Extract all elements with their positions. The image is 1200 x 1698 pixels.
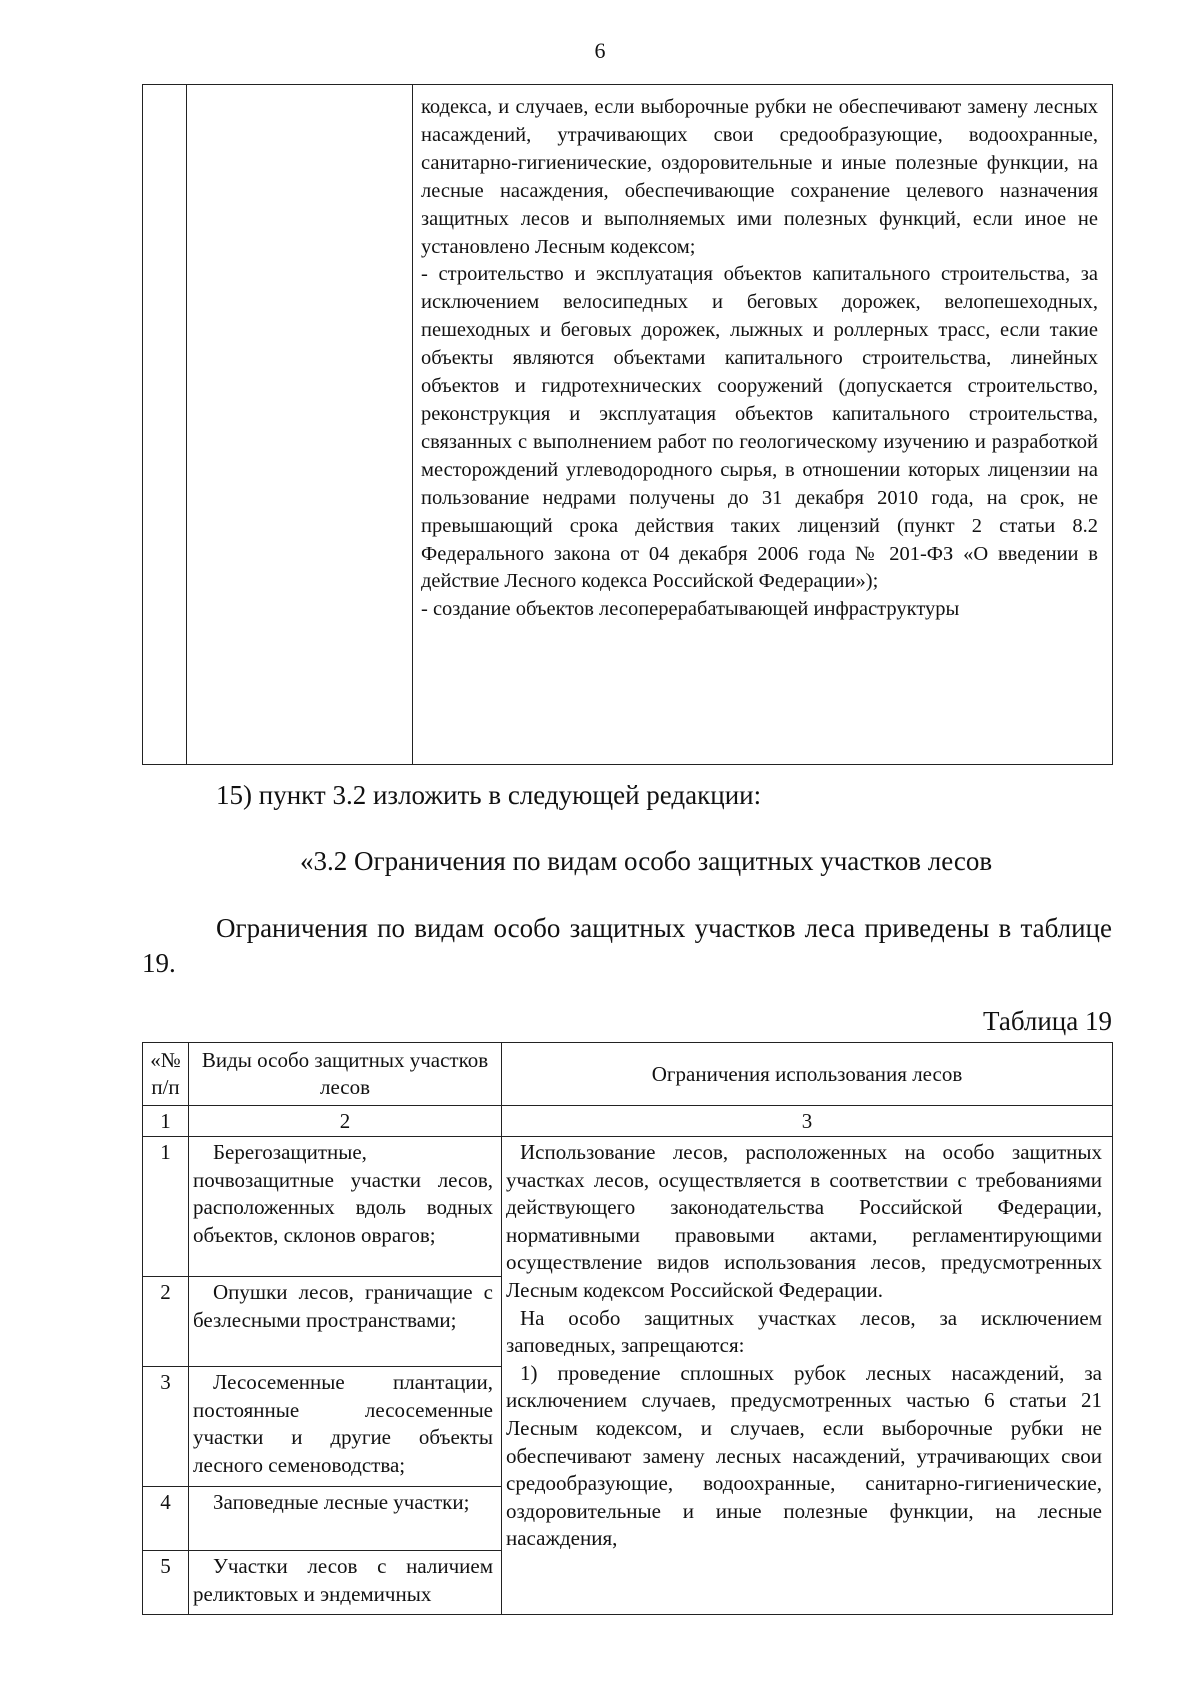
restrictions-cell xyxy=(502,1137,1113,1615)
continuation-table xyxy=(142,84,1113,765)
row-number: 2 xyxy=(143,1277,189,1367)
column-number: 2 xyxy=(189,1106,502,1137)
row-number: 3 xyxy=(143,1367,189,1487)
table-row xyxy=(143,85,1113,765)
amendment-item: 15) пункт 3.2 изложить в следующей редакции: xyxy=(216,780,762,810)
row-kind: Участки лесов с наличием реликтовых и эндемичных xyxy=(189,1551,502,1615)
page-number: 6 xyxy=(594,38,606,63)
row-kind: Берегозащитные, почвозащитные участки лесов, расположенных вдоль водных объектов, склонов оврагов; xyxy=(189,1137,502,1277)
section-heading: «3.2 Ограничения по видам особо защитных участков лесов xyxy=(300,846,993,876)
row-number: 5 xyxy=(143,1551,189,1615)
row-kind: Заповедные лесные участки; xyxy=(189,1487,502,1551)
table-header-row xyxy=(143,1043,1113,1106)
header-cell-restrictions: Ограничения использования лесов xyxy=(502,1043,1113,1106)
table-row xyxy=(143,1137,1113,1277)
column-number: 3 xyxy=(502,1106,1113,1137)
intro-paragraph: Ограничения по видам особо защитных участков леса приведены в таблице 19. xyxy=(142,913,1112,978)
restriction-paragraph: - строительство и эксплуатация объектов капитального строительства, за исключением велосипедных и беговых дорожек, велопешеходных, пешеходных и беговых дорожек, лыжных и роллерных трасс, если такие объекты являются объектами капитального строительства, линейных объектов и гидротехнических сооружений (допускается строительство, реконструкция и эксплуатация объектов капитального строительства, связанных с выполнением работ по геологическому изучению и разработкой месторождений углеводородного сырья, в отношении которых лицензии на пользование недрами получены до 31 декабря 2010 года, на срок, не превышающий срока действия таких лицензий (пункт 2 статьи 8.2 Федерального закона от 04 декабря 2006 года № 201-ФЗ «О введении в действие Лесного кодекса Российской Федерации»); xyxy=(421,263,1098,593)
table-cell-number xyxy=(143,85,187,765)
table-cell-kind xyxy=(187,85,413,765)
row-kind: Опушки лесов, граничащие с безлесными пространствами; xyxy=(189,1277,502,1367)
restriction-paragraph: - создание объектов лесоперерабатывающей инфраструктуры xyxy=(421,598,960,621)
restriction-paragraph: Использование лесов, расположенных на особо защитных участках лесов, осуществляется в соответствии с требованиями действующего законодательства Российской Федерации, нормативными правовыми актами, регламентирующими осуществление видов использования лесов, предусмотренных Лесным кодексом Российской Федерации. xyxy=(506,1140,1102,1302)
header-cell-number: «№ п/п xyxy=(143,1043,189,1106)
restriction-paragraph: 1) проведение сплошных рубок лесных насаждений, за исключением случаев, предусмотренных частью 6 статьи 21 Лесным кодексом, и случаев, если выборочные рубки не обеспечивают замену лесных насаждений, утрачивающих свои средообразующие, водоохранные, санитарно-гигиенические, оздоровительные и иные полезные функции, на лесные насаждения, xyxy=(506,1360,1102,1551)
column-number-row xyxy=(143,1106,1113,1137)
restriction-paragraph: На особо защитных участках лесов, за исключением заповедных, запрещаются: xyxy=(506,1305,1102,1358)
table-cell-restrictions xyxy=(413,85,1113,765)
row-kind: Лесосеменные плантации, постоянные лесосеменные участки и другие объекты лесного семеноводства; xyxy=(189,1367,502,1487)
restriction-paragraph: кодекса, и случаев, если выборочные рубки не обеспечивают замену лесных насаждений, утрачивающих свои средообразующие, водоохранные, санитарно-гигиенические, оздоровительные и иные полезные функции, на лесные насаждения, обеспечивающие сохранение целевого назначения защитных лесов и выполняемых ими полезных функций, если иное не установлено Лесным кодексом; xyxy=(421,96,1098,258)
row-number: 4 xyxy=(143,1487,189,1551)
table-19 xyxy=(142,1042,1113,1615)
table-label: Таблица 19 xyxy=(983,1006,1112,1036)
header-cell-kind: Виды особо защитных участков лесов xyxy=(189,1043,502,1106)
row-number: 1 xyxy=(143,1137,189,1277)
column-number: 1 xyxy=(143,1106,189,1137)
